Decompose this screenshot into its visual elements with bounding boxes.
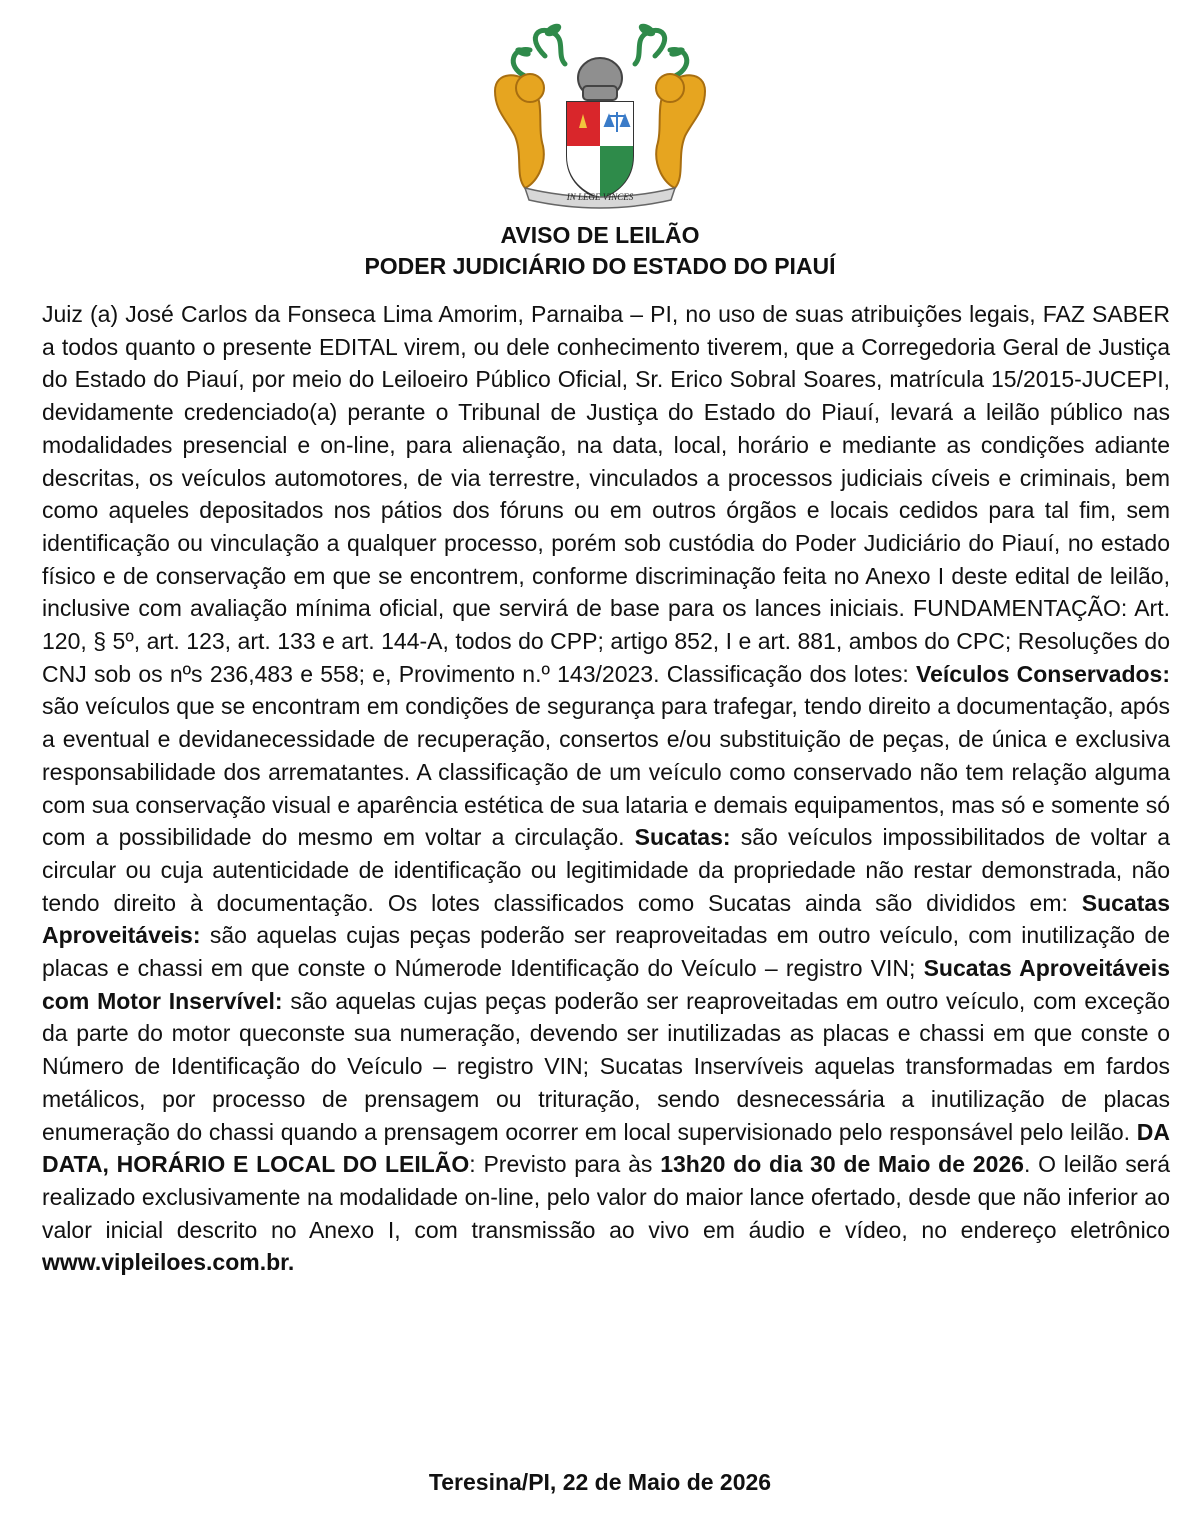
place-and-date: Teresina/PI, 22 de Maio de 2026 (428, 1469, 772, 1495)
body-text-6: : Previsto para às (469, 1151, 661, 1178)
document-header (0, 220, 1200, 282)
document-title: AVISO DE LEILÃO (500, 222, 700, 248)
motto-text: IN LEGE VINCES (566, 192, 634, 202)
bold-auction-datetime: 13h20 do dia 30 de Maio de 2026 (660, 1151, 1024, 1178)
body-text-3: são veículos impossibilitados de voltar a circular ou cuja autenticidade de identificação ou legitimidade da propriedade não restar demonstrada, não tendo direito à documentação. Os lotes classificados como Sucatas ainda são divididos em: (42, 824, 1170, 916)
bold-sucatas-motor-inservivel: Sucatas Aproveitáveis com Motor Inservível: (42, 955, 1170, 1014)
bold-sucatas-aproveitaveis: Sucatas Aproveitáveis: (42, 889, 1170, 949)
auction-website: www.vipleiloes.com.br. (42, 1249, 295, 1276)
bold-data-horario-local: DA DATA, HORÁRIO E LOCAL DO LEILÃO (42, 1118, 1170, 1178)
body-text-4: são aquelas cujas peças poderão ser reaproveitadas em outro veículo, com inutilização de placas e chassi em que conste o Númerode Identificação do Veículo – registro VIN; (42, 922, 1170, 982)
body-text-5: são aquelas cujas peças poderão ser reaproveitadas em outro veículo, com exceção da parte do motor queconste sua numeração, devendo ser inutilizadas as placas e chassi em que conste o Número de Identificação do Veículo – registro VIN; Sucatas Inservíveis aquelas transformadas em fardos metálicos, por processo de prensagem ou trituração, sendo desnecessária a inutilização de placas enumeração do chassi quando a prensagem ocorrer em local supervisionado pelo responsável pelo leilão. (42, 987, 1170, 1145)
court-coat-of-arms-logo (485, 16, 715, 212)
document-subtitle: PODER JUDICIÁRIO DO ESTADO DO PIAUÍ (364, 253, 836, 279)
bold-sucatas: Sucatas: (634, 824, 731, 851)
bold-veiculos-conservados: Veículos Conservados: (916, 660, 1171, 687)
notice-body (42, 298, 1170, 1279)
body-text-1: Juiz (a) José Carlos da Fonseca Lima Amorim, Parnaiba – PI, no uso de suas atribuições legais, FAZ SABER a todos quanto o presente EDITAL virem, ou dele conhecimento tiverem, que a Corregedoria Geral de Justiça do Estado do Piauí, por meio do Leiloeiro Público Oficial, Sr. Erico Sobral Soares, matrícula 15/2015-JUCEPI, devidamente credenciado(a) perante o Tribunal de Justiça do Estado do Piauí, levará a leilão público nas modalidades presencial e on-line, para alienação, na data, local, horário e mediante as condições adiante descritas, os veículos automotores, de via terrestre, vinculados a processos judiciais cíveis e criminais, bem como aqueles depositados nos pátios dos fóruns ou em outros órgãos e locais cedidos para tal fim, sem identificação ou vinculação a qualquer processo, porém sob custódia do Poder Judiciário do Piauí, no estado físico e de conservação em que se encontrem, conforme discriminação feita no Anexo I deste edital de leilão, inclusive com avaliação mínima oficial, que servirá de base para os lances iniciais. FUNDAMENTAÇÃO: Art. 120, § 5º, art. 123, art. 133 e art. 144-A, todos do CPP; artigo 852, I e art. 881, ambos do CPC; Resoluções do CNJ sob os nºs 236,483 e 558; e, Provimento n.º 143/2023. Classificação dos lotes: (42, 301, 1170, 687)
body-text-2: são veículos que se encontram em condições de segurança para trafegar, tendo direito a documentação, após a eventual e devidanecessidade de recuperação, consertos e/ou substituição de peças, de única e exclusiva responsabilidade dos arrematantes. A classificação de um veículo como conservado não tem relação alguma com sua conservação visual e aparência estética de sua lataria e demais equipamentos, mas só e somente só com a possibilidade do mesmo em voltar a circulação. (42, 693, 1170, 851)
body-text-7: . O leilão será realizado exclusivamente na modalidade on-line, pelo valor do maior lance ofertado, desde que não inferior ao valor inicial descrito no Anexo I, com transmissão ao vivo em áudio e vídeo, no endereço eletrônico (42, 1151, 1170, 1243)
